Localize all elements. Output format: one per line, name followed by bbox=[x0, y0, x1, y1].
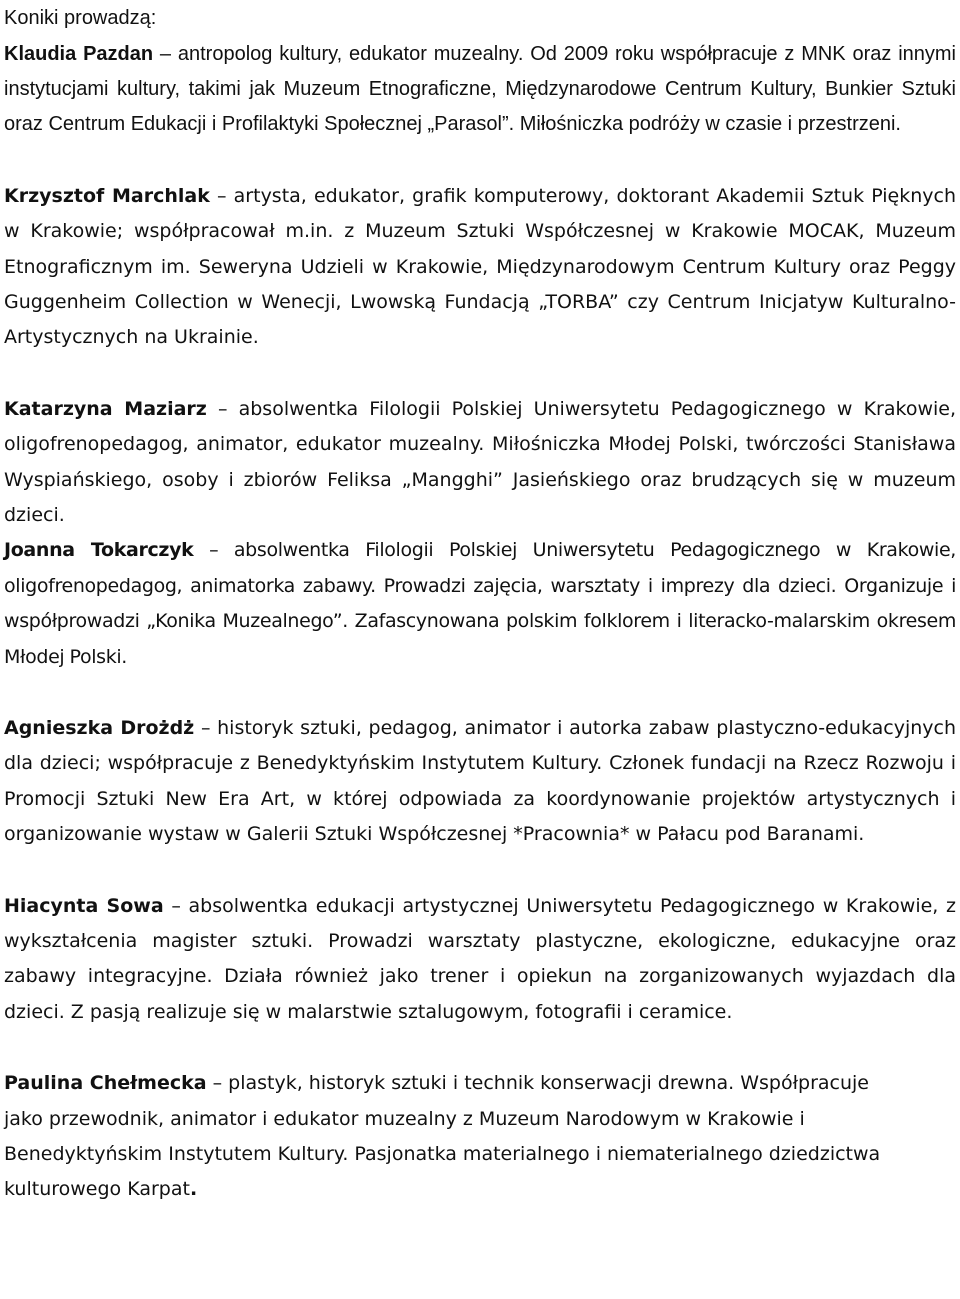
document-page bbox=[4, 0, 956, 1208]
person-name: Paulina Chełmecka bbox=[4, 1072, 207, 1095]
person-name: Agnieszka Drożdż bbox=[4, 717, 195, 739]
person-bio-line: jako przewodnik, animator i edukator muzealny z Muzeum Narodowym w Krakowie i bbox=[4, 1107, 805, 1130]
person-bio: – absolwentka edukacji artystycznej Uniwersytetu Pedagogicznego w Krakowie, z wykształcenia magister sztuki. Prowadzi warsztaty plastyczne, ekologiczne, edukacyjne oraz zabawy integracyjne. Działa również jako trener i opiekun na zorganizowanych wyjazdach dla dzieci. Z pasją realizuje się w malarstwie sztalugowym, fotografii i ceramice. bbox=[4, 894, 956, 1023]
bio-entry bbox=[4, 392, 956, 534]
bio-entry bbox=[4, 711, 956, 853]
person-bio-line: Benedyktyńskim Instytutem Kultury. Pasjonatka materialnego i niematerialnego dziedzictwa bbox=[4, 1143, 881, 1166]
intro-heading: Koniki prowadzą: bbox=[4, 7, 157, 29]
person-bio: – antropolog kultury, edukator muzealny. Od 2009 roku współpracuje z MNK oraz innymi instytucjami kultury, takimi jak Muzeum Etnograficzne, Międzynarodowe Centrum Kultury, Bunkier Sztuki oraz Centrum Edukacji i Profilaktyki Społecznej „Parasol”. Miłośniczka podróży w czasie i przestrzeni. bbox=[4, 42, 957, 136]
person-bio: – absolwentka Filologii Polskiej Uniwersytetu Pedagogicznego w Krakowie, oligofrenopedagog, animatorka zabawy. Prowadzi zajęcia, warsztaty i imprezy dla dzieci. Organizuje i współprowadzi „Konika Muzealnego”. Zafascynowana polskim folklorem i literacko-malarskim okresem Młodej Polski. bbox=[4, 539, 956, 668]
person-name: Katarzyna Maziarz bbox=[4, 397, 207, 420]
bio-entry bbox=[4, 1066, 956, 1208]
person-bio-line: – plastyk, historyk sztuki i technik konserwacji drewna. Współpracuje bbox=[206, 1072, 869, 1095]
person-bio-line: kulturowego Karpat bbox=[4, 1178, 190, 1201]
bio-entry bbox=[4, 179, 956, 356]
person-name: Hiacynta Sowa bbox=[4, 894, 164, 917]
person-bio: – artysta, edukator, grafik komputerowy, doktorant Akademii Sztuk Pięknych w Krakowie; współpracował m.in. z Muzeum Sztuki Współczesnej w Krakowie MOCAK, Muzeum Etnograficznym im. Seweryna Udzieli w Krakowie, Międzynarodowym Centrum Kultury oraz Peggy Guggenheim Collection w Wenecji, Lwowską Fundacją „TORBA” czy Centrum Inicjatyw Kulturalno-Artystycznych na Ukrainie. bbox=[4, 184, 957, 349]
final-period: . bbox=[189, 1178, 198, 1201]
person-name: Klaudia Pazdan bbox=[4, 42, 154, 65]
bio-entry bbox=[4, 533, 956, 675]
bio-entry bbox=[4, 889, 956, 1031]
person-bio: – absolwentka Filologii Polskiej Uniwersytetu Pedagogicznego w Krakowie, oligofrenopedagog, animator, edukator muzealny. Miłośniczka Młodej Polski, twórczości Stanisława Wyspiańskiego, osoby i zbiorów Feliksa „Mangghi” Jasieńskiego oraz brudzących się w muzeum dzieci. bbox=[4, 397, 956, 526]
bio-entry bbox=[4, 37, 956, 143]
person-bio: – historyk sztuki, pedagog, animator i autorka zabaw plastyczno-edukacyjnych dla dzieci; współpracuje z Benedyktyńskim Instytutem Kultury. Członek fundacji na Rzecz Rozwoju i Promocji Sztuki New Era Art, w której odpowiada za koordynowanie projektów artystycznych i organizowanie wystaw w Galerii Sztuki Współczesnej *Pracownia* w Pałacu pod Baranami. bbox=[4, 717, 956, 846]
person-name: Krzysztof Marchlak bbox=[4, 184, 210, 207]
person-name: Joanna Tokarczyk bbox=[4, 539, 194, 562]
